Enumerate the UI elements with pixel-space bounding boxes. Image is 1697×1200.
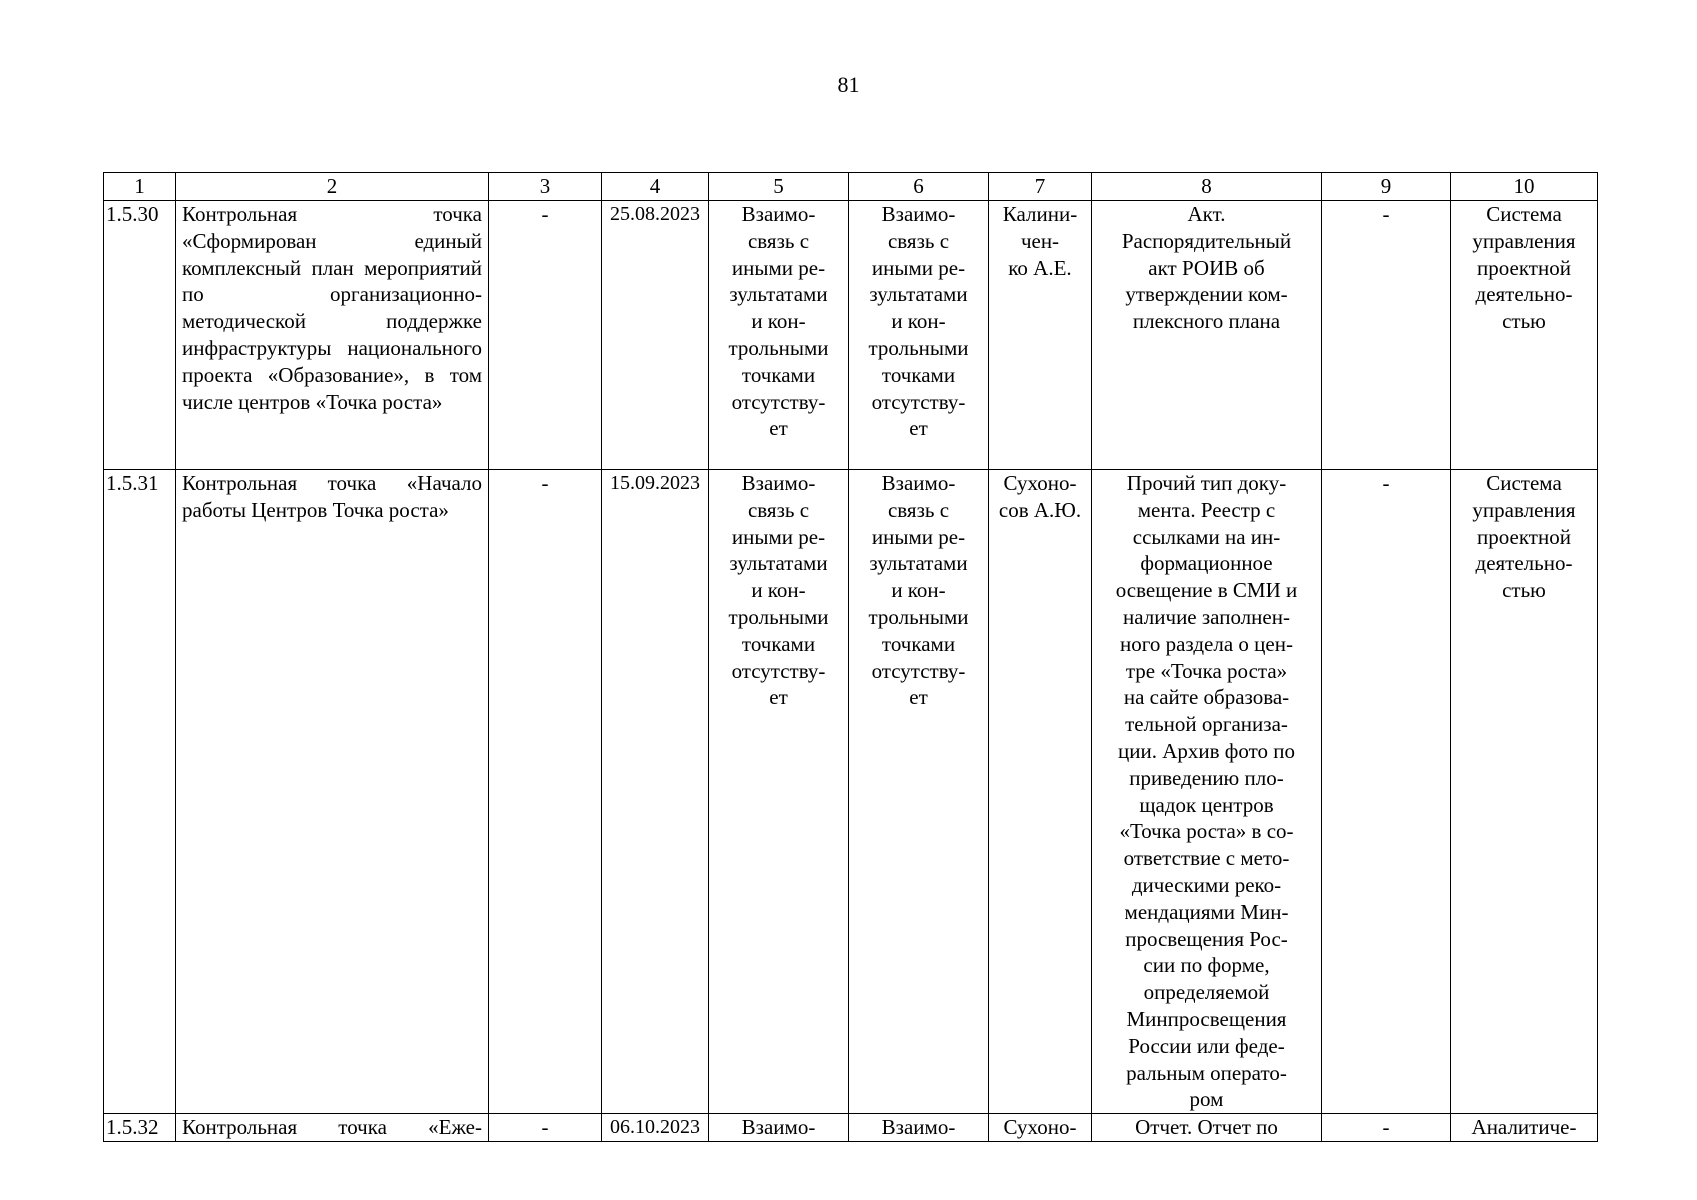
row-responsible: Сухоно- <box>989 1114 1092 1142</box>
row-document: Прочий тип доку- мента. Реестр с ссылками на ин- формационное освещение в СМИ и наличие заполнен- ного раздела о цен- тре «Точка роста» на сайте образова- тельной организа- ции. Архив фото по приведению пло- щадок центров «Точка роста» в со- ответствие с мето- дическими реко- мендациями Мин- просвещения Рос- сии по форме, определяемой Минпросвещения России или феде- ральным операто- ром <box>1092 470 1322 1114</box>
row-description: Контрольная точка «Еже- <box>176 1114 489 1142</box>
row-col5: Взаимо- связь с иными ре- зультатами и кон- трольными точками отсутству- ет <box>709 470 849 1114</box>
row-responsible: Калини- чен- ко А.Е. <box>989 201 1092 470</box>
page-number: 81 <box>837 72 860 97</box>
row-system: Аналитиче- <box>1451 1114 1598 1142</box>
row-col9: - <box>1322 1114 1451 1142</box>
table-row <box>104 201 1598 470</box>
header-cell: 9 <box>1322 173 1451 201</box>
row-col5: Взаимо- связь с иными ре- зультатами и кон- трольными точками отсутству- ет <box>709 201 849 470</box>
row-document: Акт. Распорядительный акт РОИВ об утверждении ком- плексного плана <box>1092 201 1322 470</box>
row-document: Отчет. Отчет по <box>1092 1114 1322 1142</box>
row-col3: - <box>489 470 602 1114</box>
row-col3: - <box>489 1114 602 1142</box>
row-col6: Взаимо- связь с иными ре- зультатами и кон- трольными точками отсутству- ет <box>849 201 989 470</box>
plan-table <box>103 172 1598 1142</box>
row-system: Система управления проектной деятельно- стью <box>1451 201 1598 470</box>
header-cell: 10 <box>1451 173 1598 201</box>
row-col9: - <box>1322 470 1451 1114</box>
table-row <box>104 470 1598 1114</box>
table-header-row <box>104 173 1598 201</box>
header-cell: 2 <box>176 173 489 201</box>
header-cell: 3 <box>489 173 602 201</box>
header-cell: 6 <box>849 173 989 201</box>
row-id: 1.5.32 <box>104 1114 176 1142</box>
header-cell: 4 <box>602 173 709 201</box>
row-col6: Взаимо- связь с иными ре- зультатами и кон- трольными точками отсутству- ет <box>849 470 989 1114</box>
row-id: 1.5.30 <box>104 201 176 470</box>
row-date: 25.08.2023 <box>602 201 709 470</box>
row-description: Контрольная точка «Сформирован единый комплексный план мероприятий по организационно-методической поддержке инфраструктуры национального проекта «Образование», в том числе центров «Точка роста» <box>176 201 489 470</box>
row-id: 1.5.31 <box>104 470 176 1114</box>
header-cell: 7 <box>989 173 1092 201</box>
header-cell: 1 <box>104 173 176 201</box>
table-row <box>104 1114 1598 1142</box>
row-system: Система управления проектной деятельно- стью <box>1451 470 1598 1114</box>
row-col5: Взаимо- <box>709 1114 849 1142</box>
row-col3: - <box>489 201 602 470</box>
row-col6: Взаимо- <box>849 1114 989 1142</box>
header-cell: 8 <box>1092 173 1322 201</box>
header-cell: 5 <box>709 173 849 201</box>
row-date: 15.09.2023 <box>602 470 709 1114</box>
row-responsible: Сухоно- сов А.Ю. <box>989 470 1092 1114</box>
row-description: Контрольная точка «Начало работы Центров Точка роста» <box>176 470 489 1114</box>
row-col9: - <box>1322 201 1451 470</box>
row-date: 06.10.2023 <box>602 1114 709 1142</box>
